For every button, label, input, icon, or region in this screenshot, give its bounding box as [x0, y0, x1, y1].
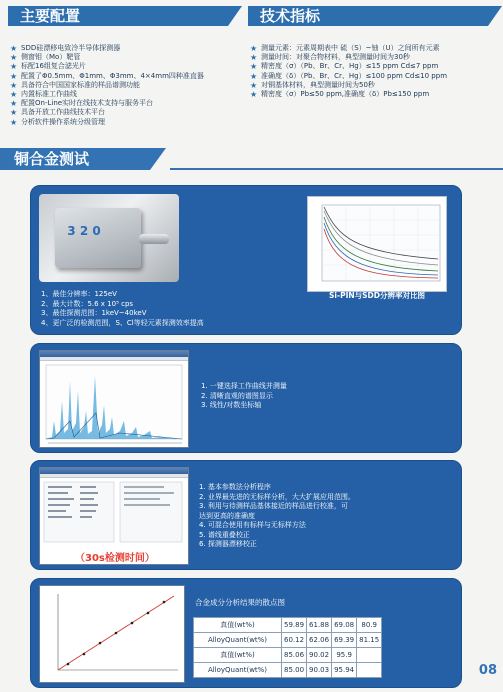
table-cell: 85.00: [282, 663, 307, 678]
star-icon: ★: [250, 80, 258, 90]
scatter-plot-graphic: [40, 586, 184, 682]
table-cell: 90.03: [307, 663, 332, 678]
table-row: [194, 663, 382, 678]
table-row: [194, 648, 382, 663]
star-icon: ★: [10, 44, 18, 53]
star-icon: ★: [10, 108, 18, 118]
feature-item: ★ 内置标准工作曲线: [10, 90, 77, 100]
detector-specs: [41, 290, 204, 328]
feature-item: ★ 配置了Φ0.5mm、Φ1mm、Φ3mm、4×4mm四种准直器: [10, 71, 204, 81]
spectrum-feature-item: 3. 线性/对数坐标轴: [201, 401, 262, 409]
analysis-panel: [30, 460, 462, 570]
results-table-title: 合金成分分析结果的散点图: [195, 598, 285, 607]
feature-item: ★ SDD硅漂移电致冷半导体探测器: [10, 44, 121, 53]
spectrum-feature-item: 1. 一键选择工作曲线并测量: [201, 382, 287, 390]
star-icon: ★: [250, 71, 258, 81]
table-cell: 59.89: [282, 618, 307, 633]
spectrum-graphic: [40, 361, 188, 447]
spec-item: ★ 测量时间：对聚合物材料，典型测量时间为30秒: [250, 53, 410, 63]
resolution-chart-graphic: [308, 197, 446, 291]
spec-item: ★ 精密度（σ）（Pb、Br、Cr、Hg）≤15 ppm Cd≤7 ppm: [250, 62, 439, 72]
resolution-chart: [307, 196, 447, 292]
results-panel: [30, 578, 462, 688]
scatter-plot-frame: [39, 585, 185, 683]
results-table: [193, 617, 382, 678]
detector-spec-item: 1、最佳分辨率：125eV: [41, 290, 117, 298]
table-row: [194, 633, 382, 648]
spectrum-features: [201, 382, 287, 411]
detector-spec-item: 4、更广泛的检测范围，S、Cl等轻元素探测效率提高: [41, 318, 204, 327]
feature-item: ★ 具备开放工作曲线技术平台: [10, 108, 105, 118]
detector-spec-item: 2、最大计数：5.6 x 10⁵ cps: [41, 299, 134, 308]
spec-item: ★ 对铜基体材料，典型测量时间为50秒: [250, 80, 375, 90]
detector-panel: [30, 185, 462, 335]
table-cell: [357, 663, 382, 678]
analysis-features: [199, 483, 355, 550]
analysis-feature-item: 达到更高的准确度: [199, 511, 255, 520]
star-icon: ★: [10, 99, 18, 109]
table-cell: 62.06: [307, 633, 332, 648]
table-cell: 95.9: [332, 648, 357, 663]
star-icon: ★: [250, 53, 258, 63]
feature-item: ★ 配置On-Line实时在线技术支持与服务平台: [10, 99, 154, 109]
detector-spec-item: 3、最佳探测范围：1keV~40keV: [41, 309, 147, 317]
device-probe: [139, 234, 169, 244]
spectrum-window: [39, 350, 189, 448]
analysis-feature-item: 1. 基本参数法分析程序: [199, 483, 271, 491]
table-cell: 真值(wt%): [194, 618, 282, 633]
feature-item: ★ 分析软件操作系统分级管理: [10, 117, 105, 127]
analysis-feature-item: 6. 探测器漂移校正: [199, 540, 257, 548]
table-row: [194, 618, 382, 633]
table-cell: 81.15: [357, 633, 382, 648]
spec-item: ★ 准确度（δ）（Pb、Br、Cr、Hg）≤100 ppm Cd≤10 ppm: [250, 71, 448, 81]
table-cell: 真值(wt%): [194, 648, 282, 663]
specs-title: 技术指标: [248, 6, 488, 26]
spec-item: ★ 精密度（σ）Pb≤50 ppm,准确度（δ）Pb≤150 ppm: [250, 90, 430, 100]
table-cell: 85.06: [282, 648, 307, 663]
analysis-feature-item: 5. 谱线重叠校正: [199, 530, 250, 539]
table-cell: [357, 648, 382, 663]
feature-item: ★ 具备符合中国国家标准的样品谱测功能: [10, 80, 140, 90]
table-cell: AlloyQuant(wt%): [194, 633, 282, 648]
star-icon: ★: [10, 117, 18, 127]
section-divider: [170, 168, 503, 170]
feature-item: ★ 标配16组复合滤光片: [10, 62, 86, 72]
feature-item: ★ 侧窗钼（Mo）靶管: [10, 53, 81, 63]
table-cell: 80.9: [357, 618, 382, 633]
star-icon: ★: [250, 90, 258, 100]
table-cell: 61.88: [307, 618, 332, 633]
table-cell: 69.08: [332, 618, 357, 633]
features-title: 主要配置: [8, 6, 228, 26]
table-cell: 69.39: [332, 633, 357, 648]
device-photo: [39, 194, 179, 282]
features-list: [10, 44, 242, 127]
star-icon: ★: [250, 44, 258, 53]
star-icon: ★: [10, 90, 18, 100]
table-cell: 60.12: [282, 633, 307, 648]
star-icon: ★: [250, 62, 258, 72]
spectrum-feature-item: 2. 清晰直观的谱图显示: [201, 391, 273, 400]
table-cell: AlloyQuant(wt%): [194, 663, 282, 678]
specs-list: [250, 44, 500, 99]
analysis-feature-item: 4. 可混合使用有标样与无标样方法: [199, 521, 306, 529]
detection-time-note: （30s检测时间）: [75, 553, 155, 564]
table-cell: 95.94: [332, 663, 357, 678]
page-number: 08: [478, 663, 497, 678]
spec-item: ★ 测量元素：元素周期表中 硫（S）~铀（U）之间所有元素: [250, 44, 440, 53]
table-cell: 90.02: [307, 648, 332, 663]
analysis-feature-item: 3. 利用与待测样品基体接近的样品进行校准，可: [199, 502, 348, 510]
star-icon: ★: [10, 80, 18, 90]
software-spectrum-panel: [30, 343, 462, 453]
star-icon: ★: [10, 71, 18, 81]
chart-caption: Si-PIN与SDD分辨率对比图: [328, 291, 425, 300]
analysis-feature-item: 2. 业界最先进的无标样分析，大大扩展应用范围。: [199, 492, 355, 501]
device-logo: 3 2 0: [67, 224, 101, 238]
star-icon: ★: [10, 53, 18, 63]
section-title: 铜合金测试: [0, 148, 150, 170]
star-icon: ★: [10, 62, 18, 72]
